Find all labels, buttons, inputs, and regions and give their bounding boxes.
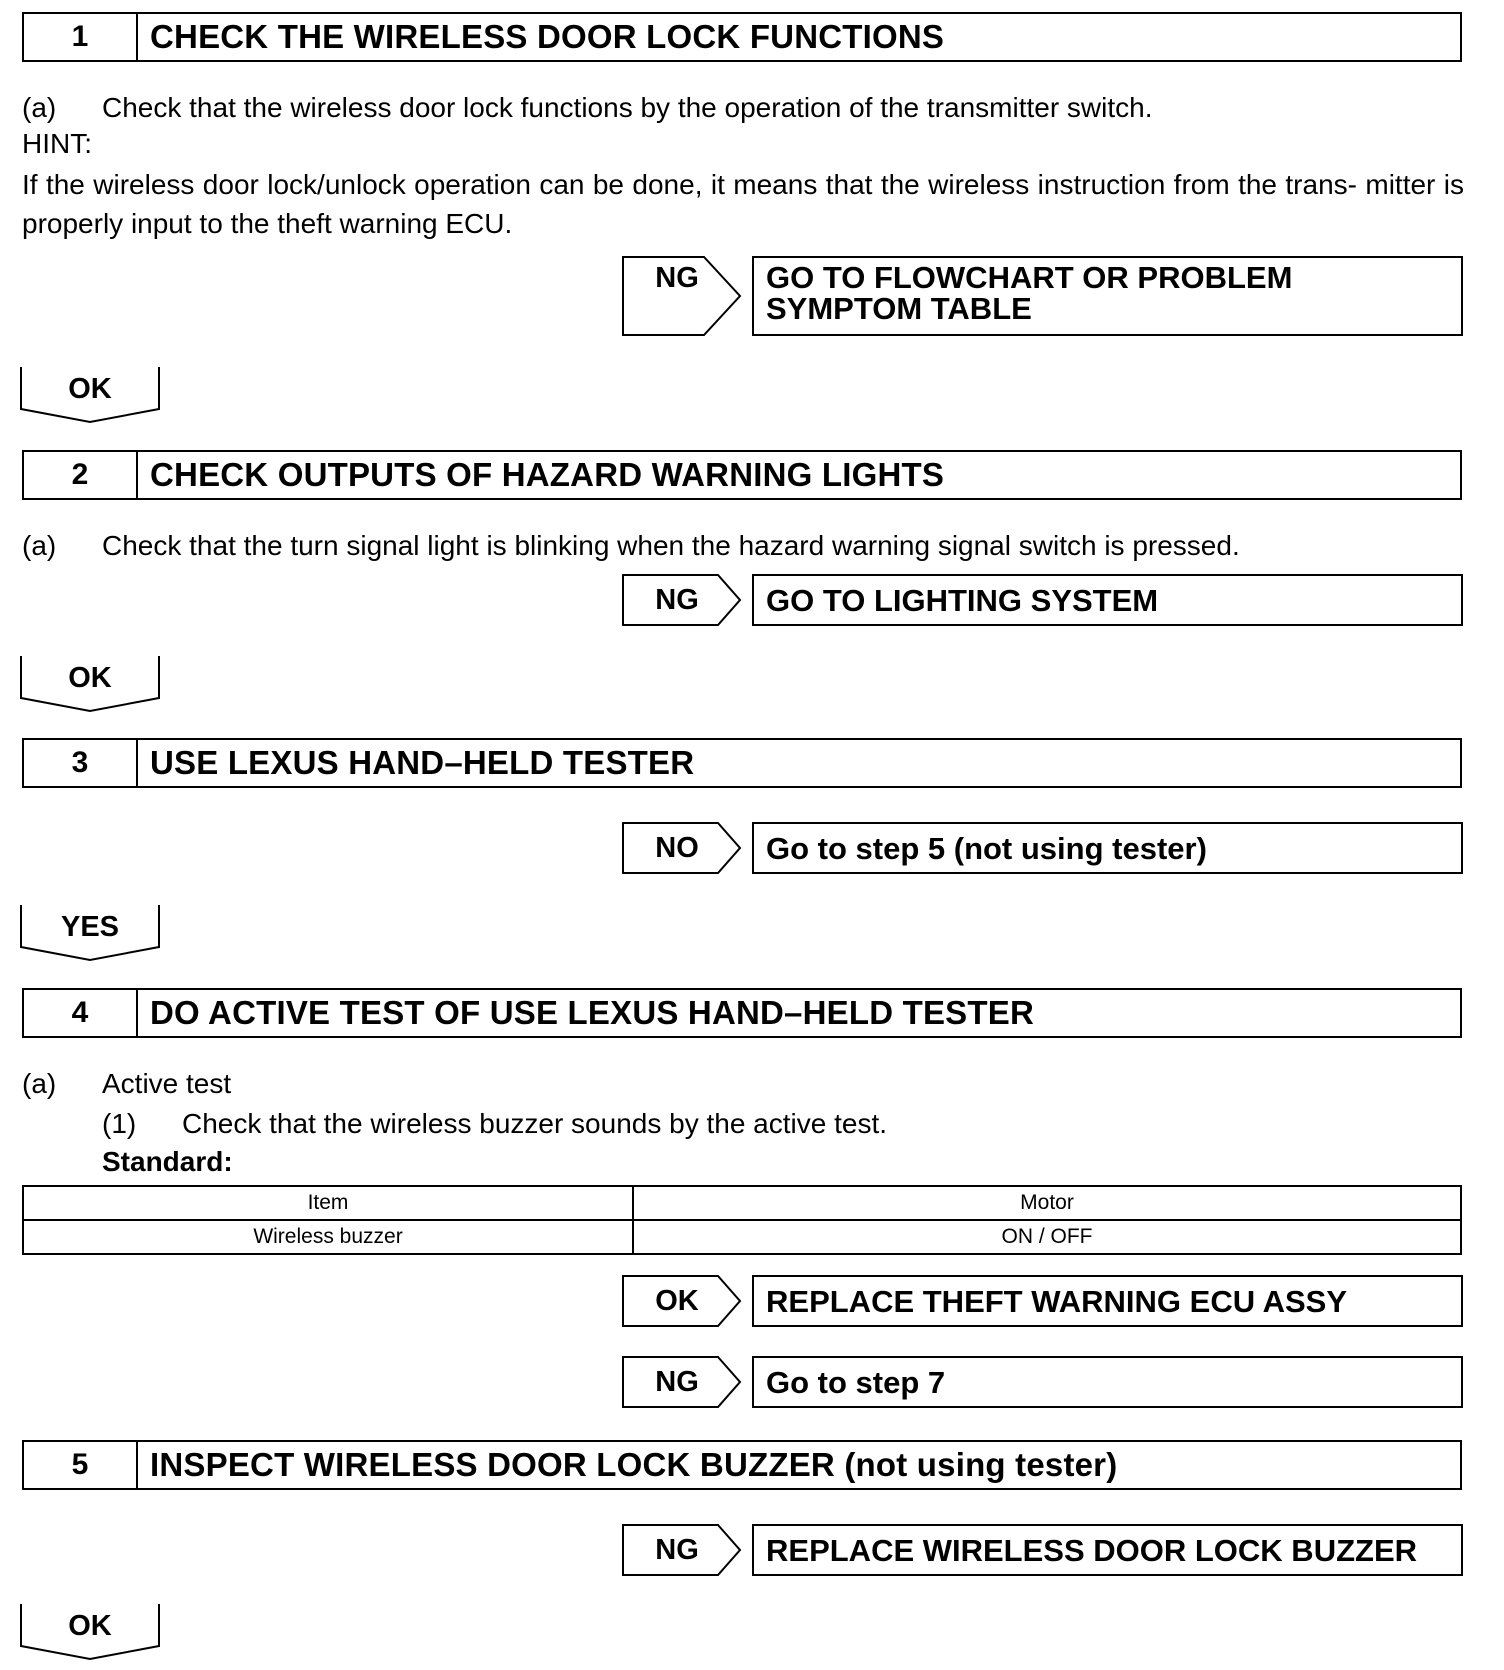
step-number: 5 [24,1442,138,1488]
no-arrow-tag [622,822,742,874]
no-result-box: Go to step 5 (not using tester) [752,822,1463,874]
ng-result-box: REPLACE WIRELESS DOOR LOCK BUZZER [752,1524,1463,1576]
ng-label: NG [655,261,699,294]
instruction-text: Check that the turn signal light is blinking when the hazard warning signal switch is pressed. [102,530,1240,561]
instruction-a [22,92,1153,124]
step-4-header [22,988,1462,1038]
table-header-cell: Motor [633,1186,1461,1220]
ng-result-box: GO TO LIGHTING SYSTEM [752,574,1463,626]
instruction-a [22,530,1240,562]
no-label: NO [655,831,699,864]
step-number: 1 [24,14,138,60]
table-row [23,1220,1461,1254]
ng-arrow-tag [622,574,742,626]
instruction-sub-1 [102,1108,887,1140]
step-2-header [22,450,1462,500]
ng-label: NG [655,1365,699,1398]
step-3-header [22,738,1462,788]
ok-label: OK [68,661,112,694]
instruction-text: Active test [102,1068,232,1099]
yes-continue-tab [20,904,160,962]
ok-result-box: REPLACE THEFT WARNING ECU ASSY [752,1275,1463,1327]
ng-arrow-tag [622,1356,742,1408]
instruction-a [22,1068,231,1100]
ok-label: OK [68,1609,112,1642]
yes-label: YES [60,910,120,943]
ok-label: OK [68,372,112,405]
ng-label: NG [655,1533,699,1566]
step-5-header [22,1440,1462,1490]
step-title: CHECK THE WIRELESS DOOR LOCK FUNCTIONS [150,18,945,55]
standard-label: Standard: [102,1146,233,1177]
instruction-text: Check that the wireless door lock functions by the operation of the transmitter switch. [102,92,1153,123]
ok-arrow-tag [622,1275,742,1327]
item-label: (a) [22,92,57,123]
step-number: 4 [24,990,138,1036]
standard-table [22,1185,1462,1255]
ng-arrow-tag [622,1524,742,1576]
sub-instruction-text: Check that the wireless buzzer sounds by the active test. [182,1108,888,1139]
hint-text: If the wireless door lock/unlock operation can be done, it means that the wireless instruction from the trans- mitter is properly input to the theft warning ECU. [22,169,1464,239]
table-header-row [23,1186,1461,1220]
ng-label: NG [655,583,699,616]
step-title: USE LEXUS HAND–HELD TESTER [150,744,695,781]
table-cell: ON / OFF [633,1220,1461,1254]
step-number: 3 [24,740,138,786]
step-number: 2 [24,452,138,498]
ok-label: OK [655,1284,699,1317]
ok-continue-tab [20,1603,160,1661]
table-cell: Wireless buzzer [23,1220,633,1254]
step-1-header [22,12,1462,62]
ng-arrow-tag [622,256,742,336]
item-label: (a) [22,1068,57,1099]
table-header-cell: Item [23,1186,633,1220]
ok-continue-tab [20,655,160,713]
sub-item-label: (1) [102,1108,137,1139]
ng-result-box: Go to step 7 [752,1356,1463,1408]
hint-label: HINT: [22,128,92,159]
step-title: DO ACTIVE TEST OF USE LEXUS HAND–HELD TESTER [150,994,1034,1031]
ng-result-box: GO TO FLOWCHART OR PROBLEM SYMPTOM TABLE [752,256,1463,336]
step-title: CHECK OUTPUTS OF HAZARD WARNING LIGHTS [150,456,945,493]
step-title: INSPECT WIRELESS DOOR LOCK BUZZER (not using tester) [150,1446,1118,1483]
item-label: (a) [22,530,57,561]
ok-continue-tab [20,366,160,424]
